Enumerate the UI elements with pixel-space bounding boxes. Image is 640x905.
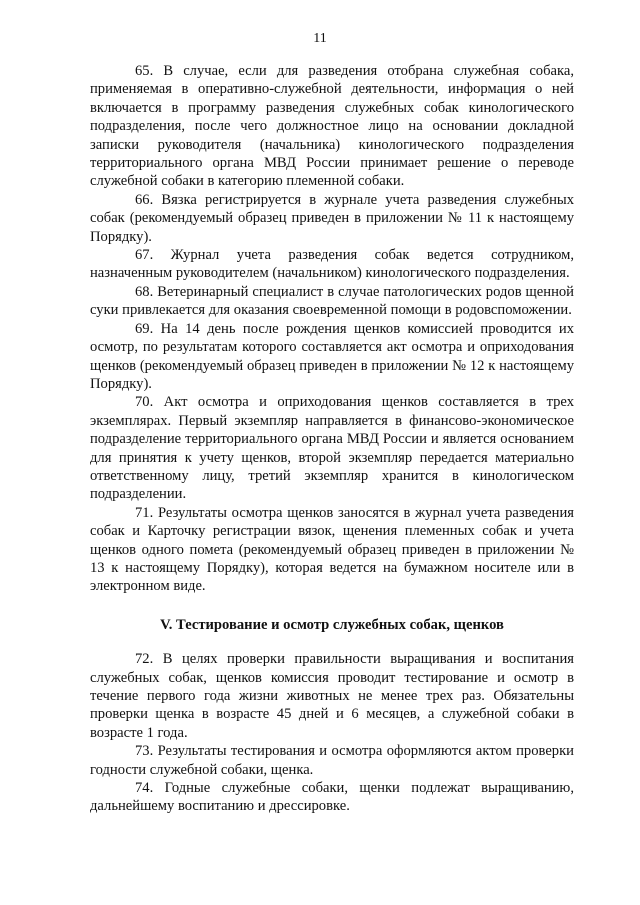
paragraph-74: 74. Годные служебные собаки, щенки подлежат выращиванию, дальнейшему воспитанию и дрессировке. <box>90 780 574 815</box>
page-number: 11 <box>313 31 327 46</box>
paragraph-71: 71. Результаты осмотра щенков заносятся в журнал учета разведения собак и Карточку регистрации вязок, щенения племенных собак и учета щенков одного помета (рекомендуемый образец приведен в приложении № 13 к настоящему Порядку), которая ведется на бумажном носителе или в электронном виде. <box>90 504 574 595</box>
paragraph-69: 69. На 14 день после рождения щенков комиссией проводится их осмотр, по результатам которого составляется акт осмотра и оприходования щенков (рекомендуемый образец приведен в приложении № 12 к настоящему Порядку). <box>90 320 574 392</box>
paragraph-65: 65. В случае, если для разведения отобрана служебная собака, применяемая в оперативно-служебной деятельности, информация о ней включается в программу разведения служебных собак кинологического подразделения, после чего должностное лицо на основании докладной записки руководителя (начальника) кинологического подразделения территориального органа МВД России принимает решение о переводе служебной собаки в категорию племенной собаки. <box>90 63 574 190</box>
paragraph-72: 72. В целях проверки правильности выращивания и воспитания служебных собак, щенков комиссия проводит тестирование и осмотр в течение первого года жизни животных не менее трех раз. Обязательны проверки щенка в возрасте 45 дней и 6 месяцев, а служебной собаки в возрасте 1 года. <box>90 651 574 741</box>
paragraph-67: 67. Журнал учета разведения собак ведется сотрудником, назначенным руководителем (начальником) кинологического подразделения. <box>90 247 574 282</box>
paragraph-70: 70. Акт осмотра и оприходования щенков составляется в трех экземплярах. Первый экземпляр направляется в финансово-экономическое подразделение территориального органа МВД России и является основанием для принятия к учету щенков, второй экземпляр передается материально ответственному лицу, третий экземпляр хранится в кинологическом подразделении. <box>90 394 574 503</box>
section-heading: V. Тестирование и осмотр служебных собак, щенков <box>160 616 504 633</box>
paragraph-73: 73. Результаты тестирования и осмотра оформляются актом проверки годности служебной собаки, щенка. <box>90 743 574 778</box>
paragraph-66: 66. Вязка регистрируется в журнале учета разведения служебных собак (рекомендуемый образец приведен в приложении № 11 к настоящему Порядку). <box>90 191 574 245</box>
paragraph-68: 68. Ветеринарный специалист в случае патологических родов щенной суки привлекается для оказания своевременной помощи в родовспоможении. <box>90 283 574 319</box>
document-body <box>90 62 574 816</box>
